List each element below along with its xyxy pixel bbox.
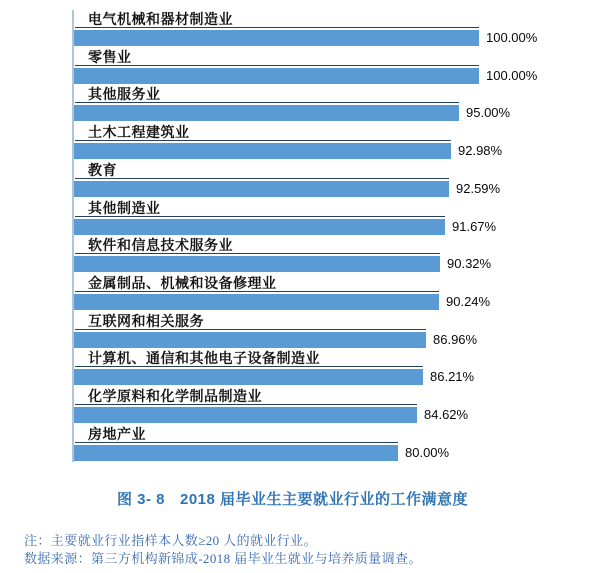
- category-label: 计算机、通信和其他电子设备制造业: [88, 350, 320, 367]
- value-label: 90.32%: [447, 256, 492, 272]
- bar: [74, 30, 479, 46]
- label-underline: [75, 329, 426, 330]
- label-underline: [75, 216, 445, 217]
- bar: [74, 256, 440, 272]
- category-label: 零售业: [88, 48, 132, 65]
- figure-caption-title: 2018 届毕业生主要就业行业的工作满意度: [179, 491, 469, 508]
- value-label: 86.21%: [430, 369, 475, 385]
- value-label: 84.62%: [424, 407, 469, 422]
- label-underline: [75, 27, 479, 28]
- value-label: 100.00%: [486, 30, 538, 45]
- note-data-source: 数据来源：第三方机构新锦成-2018 届毕业生就业与培养质量调查。: [24, 551, 422, 566]
- category-label: 电气机械和器材制造业: [88, 11, 233, 27]
- label-underline: [75, 291, 439, 292]
- value-label: 90.24%: [446, 293, 491, 309]
- bar: [74, 68, 479, 84]
- value-label: 86.96%: [433, 331, 478, 347]
- bar: [74, 332, 426, 348]
- bar: [74, 369, 423, 385]
- value-label: 92.98%: [458, 143, 503, 159]
- bar: [74, 143, 451, 159]
- category-label: 其他服务业: [88, 86, 161, 103]
- figure-caption-number: 图 3- 8: [116, 491, 165, 508]
- value-label: 100.00%: [486, 67, 538, 83]
- value-label: 91.67%: [452, 218, 497, 234]
- bar: [74, 181, 449, 197]
- label-underline: [75, 253, 440, 254]
- category-label: 金属制品、机械和设备修理业: [88, 274, 277, 291]
- label-underline: [75, 178, 449, 179]
- category-label: 土木工程建筑业: [88, 124, 190, 141]
- value-label: 92.59%: [456, 180, 501, 196]
- bar: [74, 294, 439, 310]
- value-label: 95.00%: [466, 105, 511, 121]
- category-label: 房地产业: [88, 425, 146, 442]
- category-label: 软件和信息技术服务业: [88, 237, 233, 254]
- label-underline: [75, 102, 459, 103]
- label-underline: [75, 366, 423, 367]
- category-label: 化学原料和化学制品制造业: [88, 388, 262, 404]
- bar: [74, 445, 398, 461]
- label-underline: [75, 442, 398, 443]
- category-label: 互联网和相关服务: [88, 312, 204, 329]
- label-underline: [75, 65, 479, 66]
- category-label: 其他制造业: [88, 199, 161, 216]
- bar: [74, 105, 459, 121]
- bar: [74, 407, 417, 423]
- bar: [74, 219, 445, 235]
- value-label: 80.00%: [405, 444, 450, 460]
- figure-caption: [0, 488, 585, 509]
- note-sample-definition: 注：主要就业行业指样本人数≥20 人的就业行业。: [24, 533, 317, 548]
- label-underline: [75, 404, 417, 405]
- category-label: 教育: [88, 161, 117, 178]
- label-underline: [75, 140, 451, 141]
